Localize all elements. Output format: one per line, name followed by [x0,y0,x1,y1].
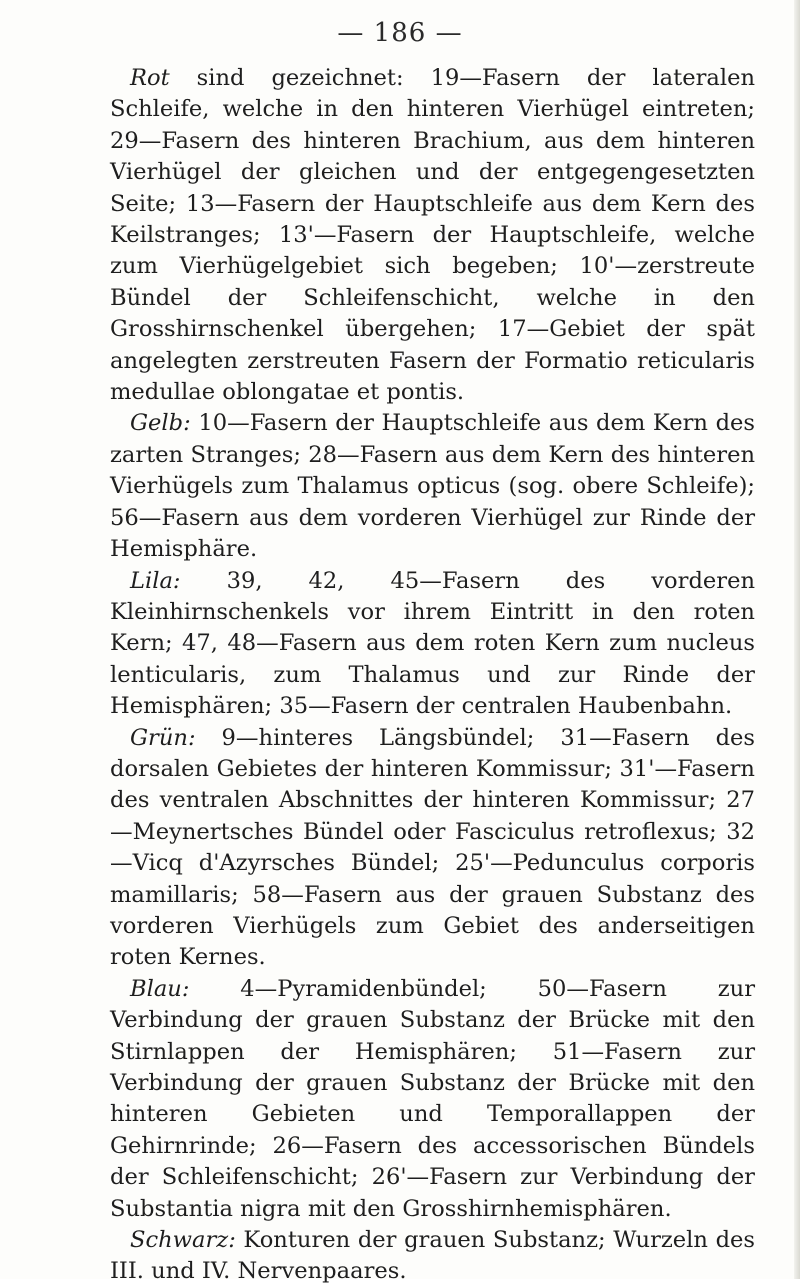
color-label-rot: Rot [130,65,170,91]
paragraph-blau [110,974,755,1225]
legend-text [110,63,755,1288]
paragraph-text-gelb: 10—Fasern der Hauptschleife aus dem Kern des zarten Stranges; 28—Fasern aus dem Kern des hinteren Vierhügels zum Thalamus opticus (sog. obere Schleife); 56—Fasern aus dem vorderen Vierhügel zur Rinde der Hemisphäre. [110,410,755,563]
paragraph-text-gruen: 9—hinteres Längsbündel; 31—Fasern des dorsalen Gebietes der hinteren Kommissur; 31'—Fasern des ventralen Abschnittes der hinteren Kommissur; 27—Meynertsches Bündel oder Fasciculus retroflexus; 32—Vicq d'Azyrsches Bündel; 25'—Pedunculus corporis mamillaris; 58—Fasern aus der grauen Substanz des vorderen Vierhügels zum Gebiet des anderseitigen roten Kernes. [110,724,755,971]
page-number: — 186 — [337,18,463,48]
paragraph-rot [110,63,755,408]
paragraph-lila [110,566,755,723]
color-label-schwarz: Schwarz: [130,1227,236,1254]
paragraph-gelb [110,408,755,565]
paragraph-text-schwarz: Konturen der grauen Substanz; Wurzeln des III. und IV. Nervenpaares. [110,1227,755,1285]
paragraph-text-blau: 4—Pyramidenbündel; 50—Fasern zur Verbindung der grauen Substanz der Brücke mit den Stirnlappen der Hemisphären; 51—Fasern zur Verbindung der grauen Substanz der Brücke mit den hinteren Gebieten und Temporallappen der Gehirnrinde; 26—Fasern des accessorischen Bündels der Schleifenschicht; 26'—Fasern zur Verbindung der Substantia nigra mit den Grosshirnhemisphären. [110,975,755,1222]
color-label-lila: Lila: [130,567,181,594]
color-label-gelb: Gelb: [130,410,191,437]
color-label-blau: Blau: [130,975,190,1002]
page-edge-shadow [794,0,800,1279]
paragraph-schwarz [110,1225,755,1288]
paragraph-text-rot: sind gezeichnet: 19—Fasern der lateralen Schleife, welche in den hinteren Vierhügel eintreten; 29—Fasern des hinteren Brachium, aus dem hinteren Vierhügel der gleichen und der entgegengesetzten Seite; 13—Fasern der Hauptschleife aus dem Kern des Keilstranges; 13'—Fasern der Hauptschleife, welche zum Vierhügelgebiet sich begeben; 10'—zerstreute Bündel der Schleifenschicht, welche in den Grosshirnschenkel übergehen; 17—Gebiet der spät angelegten zerstreuten Fasern der Formatio reticularis medullae oblongatae et pontis. [110,65,755,406]
paragraph-text-lila: 39, 42, 45—Fasern des vorderen Kleinhirnschenkels vor ihrem Eintritt in den roten Kern; 47, 48—Fasern aus dem roten Kern zum nucleus lenticularis, zum Thalamus und zur Rinde der Hemisphären; 35—Fasern der centralen Haubenbahn. [110,567,755,720]
color-label-gruen: Grün: [130,724,196,751]
paragraph-gruen [110,723,755,974]
